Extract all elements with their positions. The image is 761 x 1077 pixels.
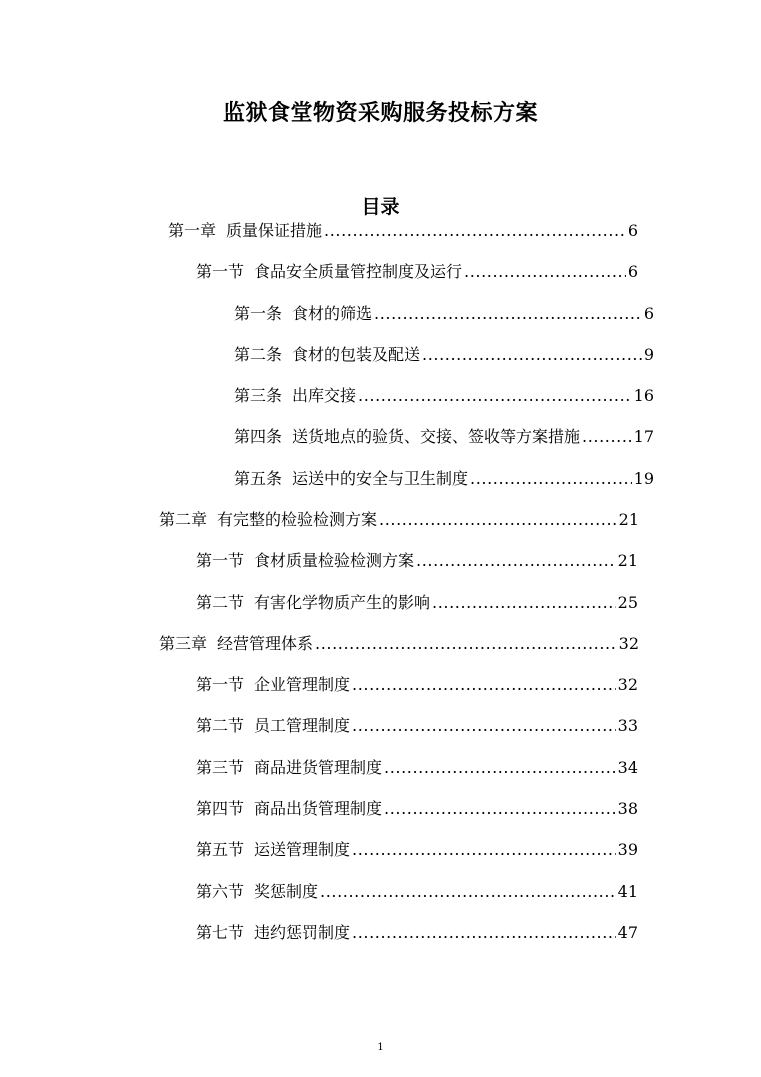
- toc-leader: [416, 549, 616, 573]
- toc-page: 32: [618, 634, 639, 653]
- toc-leader: [582, 425, 632, 449]
- toc-number: 第一章: [168, 221, 217, 240]
- toc-number: 第二节: [196, 593, 245, 612]
- toc-number: 第四节: [196, 799, 245, 818]
- toc-entry-section[interactable]: [196, 714, 638, 738]
- toc-page: 6: [627, 262, 638, 281]
- toc-heading: 目录: [361, 196, 400, 218]
- toc-page: 21: [617, 551, 638, 570]
- toc-leader: [315, 632, 617, 656]
- toc-page: 25: [617, 593, 638, 612]
- toc-entry-section[interactable]: [196, 797, 638, 821]
- toc-title: 出库交接: [292, 386, 357, 405]
- toc-number: 第一条: [234, 304, 283, 323]
- toc-entry-chapter[interactable]: [159, 632, 639, 656]
- toc-entry-section[interactable]: [196, 880, 638, 904]
- document-title: 监狱食堂物资采购服务投标方案: [222, 101, 538, 126]
- toc-page: 47: [617, 923, 638, 942]
- toc-number: 第二节: [196, 716, 245, 735]
- toc-title: 经营管理体系: [217, 634, 314, 653]
- toc-number: 第六节: [196, 882, 245, 901]
- toc-leader: [352, 838, 616, 862]
- toc-title: 食材的包装及配送: [292, 345, 421, 364]
- toc-page: 41: [617, 882, 638, 901]
- toc-title: 违约惩罚制度: [254, 923, 351, 942]
- toc-page: 16: [633, 386, 654, 405]
- toc-leader: [432, 591, 616, 615]
- toc-title: 运送管理制度: [254, 840, 351, 859]
- toc-number: 第三章: [159, 634, 208, 653]
- toc-leader: [320, 880, 616, 904]
- toc-title: 运送中的安全与卫生制度: [292, 469, 469, 488]
- toc-page: 32: [617, 675, 638, 694]
- toc-page: 19: [633, 469, 654, 488]
- toc-title: 送货地点的验货、交接、签收等方案措施: [292, 427, 581, 446]
- toc-entry-section[interactable]: [196, 921, 638, 945]
- toc-title: 有完整的检验检测方案: [217, 510, 378, 529]
- toc-entry-chapter[interactable]: [159, 508, 639, 532]
- toc-leader: [422, 343, 642, 367]
- toc-leader: [352, 921, 616, 945]
- toc-entry-section[interactable]: [196, 838, 638, 862]
- toc-page: 33: [617, 716, 638, 735]
- toc-title: 食材质量检验检测方案: [254, 551, 415, 570]
- toc-leader: [464, 260, 626, 284]
- toc-leader: [379, 508, 617, 532]
- toc-title: 有害化学物质产生的影响: [254, 593, 431, 612]
- toc-entry-article[interactable]: [234, 384, 654, 408]
- toc-number: 第一节: [196, 551, 245, 570]
- toc-page: 38: [617, 799, 638, 818]
- toc-number: 第五节: [196, 840, 245, 859]
- toc-leader: [374, 302, 642, 326]
- toc-page: 6: [627, 221, 638, 240]
- toc-entry-article[interactable]: [234, 425, 654, 449]
- toc-entry-section[interactable]: [196, 673, 638, 697]
- toc-page: 17: [633, 427, 654, 446]
- toc-page: 9: [643, 345, 654, 364]
- toc-entry-section[interactable]: [196, 260, 638, 284]
- toc-page: 34: [617, 758, 638, 777]
- toc-leader: [384, 756, 616, 780]
- toc-title: 商品出货管理制度: [254, 799, 383, 818]
- page-number: 1: [377, 1042, 384, 1053]
- toc-entry-section[interactable]: [196, 756, 638, 780]
- toc-leader: [384, 797, 616, 821]
- toc-leader: [358, 384, 632, 408]
- toc-entry-section[interactable]: [196, 591, 638, 615]
- toc-entry-article[interactable]: [234, 467, 654, 491]
- toc-number: 第五条: [234, 469, 283, 488]
- toc-title: 食材的筛选: [292, 304, 373, 323]
- toc-title: 企业管理制度: [254, 675, 351, 694]
- toc-title: 商品进货管理制度: [254, 758, 383, 777]
- toc-entry-chapter[interactable]: [168, 219, 638, 243]
- toc-number: 第三节: [196, 758, 245, 777]
- toc-entry-article[interactable]: [234, 302, 654, 326]
- toc-leader: [470, 467, 632, 491]
- toc-page: 21: [618, 510, 639, 529]
- toc-entry-section[interactable]: [196, 549, 638, 573]
- toc-number: 第四条: [234, 427, 283, 446]
- toc-leader: [352, 673, 616, 697]
- toc-title: 员工管理制度: [254, 716, 351, 735]
- toc-page: 6: [643, 304, 654, 323]
- toc-number: 第二章: [159, 510, 208, 529]
- toc-title: 奖惩制度: [254, 882, 319, 901]
- toc-entry-article[interactable]: [234, 343, 654, 367]
- toc-page: 39: [617, 840, 638, 859]
- toc-title: 质量保证措施: [226, 221, 323, 240]
- toc-number: 第一节: [196, 262, 245, 281]
- toc-number: 第一节: [196, 675, 245, 694]
- toc-number: 第三条: [234, 386, 283, 405]
- toc-title: 食品安全质量管控制度及运行: [254, 262, 463, 281]
- toc-leader: [352, 714, 616, 738]
- toc-number: 第二条: [234, 345, 283, 364]
- toc-leader: [324, 219, 626, 243]
- toc-number: 第七节: [196, 923, 245, 942]
